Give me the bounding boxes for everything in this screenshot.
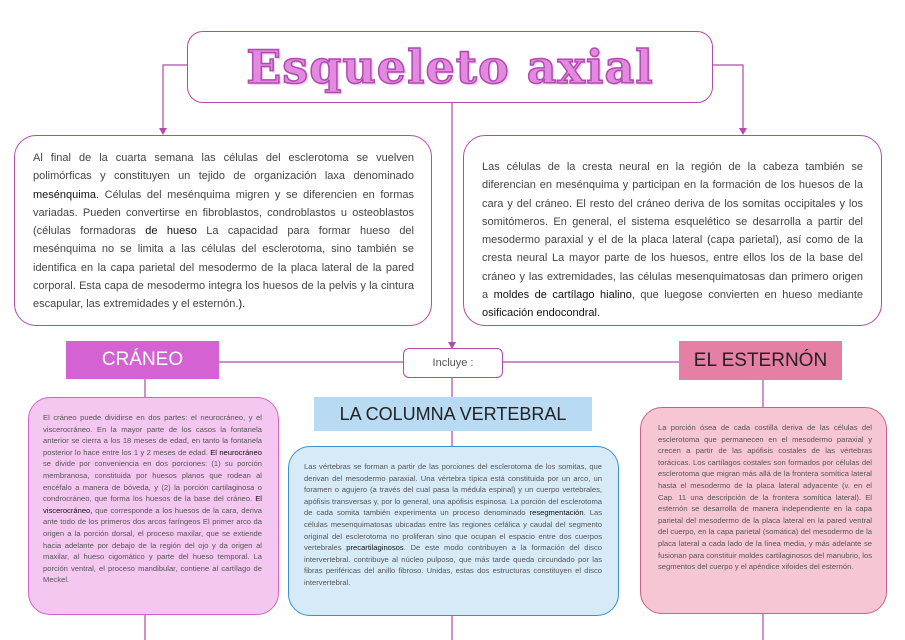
- text-segment: Al final de la cuarta semana las células del esclerotoma se vuelven polimórficas y constituyen un tejido de organización laxa denominado: [33, 152, 414, 183]
- text-segment: Las vértebras se forman a partir de las porciones del esclerotoma de los somitas, que derivan del mesodermo paraxial. Una vértebra típica está constituida por un arco, un foramen o agujero (a través del cual pasa la médula espinal) y un cuerpo vertebrales, apófisis transversas y, por lo general, una apófisis espinosa. La porción del esclerotoma de cada somita también experimenta un proceso denominado: [304, 462, 602, 518]
- page-title: Esqueleto axial: [246, 40, 654, 94]
- craneo-heading-text: CRÁNEO: [101, 349, 184, 370]
- text-segment: Las células de la cresta neural en la región de la cabeza también se diferencian en mesénquima y participan en la formación de los huesos de la cara y del cráneo. El resto del cráneo deriva de los somitas occipitales y los somitómeros. En general, el sistema esquelético se desarrolla a partir del mesodermo paraxial y el de la placa lateral (capa parietal), así como de la cresta neural La mayor parte de los huesos, entre ellos los de la base del cráneo y las extremidades, las células mesenquimatosas dan primero origen a: [482, 161, 863, 302]
- highlight-term: El viscerocráneo,: [43, 494, 262, 515]
- highlight-term: precartilaginosos: [346, 543, 404, 553]
- highlight-term: El neurocráneo: [210, 447, 262, 457]
- esternon-description: [640, 407, 887, 614]
- text-segment: . Células del mesénquima migren y se diferencien en formas variadas. Pueden convertirse en fibroblastos, condroblastos u osteoblastos (células formadoras: [33, 188, 414, 238]
- esternon-heading-text: EL ESTERNÓN: [693, 349, 828, 371]
- columna-description: [288, 446, 619, 616]
- craneo-heading: [66, 341, 219, 379]
- incluye-box: [403, 348, 503, 378]
- highlight-term: de hueso: [145, 225, 197, 238]
- text-segment: La porción ósea de cada costilla deriva de las células del esclerotoma que permanecen en el mesodermo paraxial y crecen a partir de las apófisis costales de las vértebras torácicas. Los cartílagos costales son formados por células del esclerotoma que migran más allá de la frontera somítica lateral hasta el mesodermo de la placa lateral adyacente (v. en el Cap. 11 una descripción de la frontera somítica lateral). El esternón se desarrolla de manera independiente en la capa parietal del mesodermo de la placa lateral en la pared ventral del cuerpo, en la capa parietal (somática) del mesodermo de la placa lateral a cada lado de la línea media, y más adelante se fusionan para constituir moldes cartilaginosos del manubrio, los segmentos del cuerpo y el apéndice xifoides del esternón.: [658, 423, 872, 572]
- columna-heading-text: LA COLUMNA VERTEBRAL: [339, 403, 567, 424]
- esternon-heading: [679, 341, 842, 380]
- text-segment: El cráneo puede dividirse en dos partes: el neurocráneo, y el viscerocráneo. En la mayor parte de los casos la fontanela anterior se cierra a los 18 meses de edad, en tanto la fontanela posterior lo hace entre los 1 y 2 meses de edad.: [43, 413, 262, 457]
- text-segment: se divide por conveniencia en dos porciones: (1) su porción membranosa, constituida por huesos planos que rodean al encéfalo a manera de bóveda, y (2) la porción cartilaginosa o condrocráneo, que forma los huesos de la base del cráneo.: [43, 459, 262, 504]
- intro-left-paragraph: [14, 135, 432, 326]
- text-segment: que corresponde a los huesos de la cara, deriva ante todo de los primeros dos arcos faríngeos El primer arco da origen a la porción dorsal, el proceso maxilar, que se extiende hacia adelante por debajo de la región del ojo y da origen al maxilar, al hueso cigomático y parte del hueso temporal. La porción ventral, el proceso mandibular, contiene al cartílago de Meckel.: [43, 505, 262, 585]
- text-segment: . De este modo contribuyen a la formación del disco intervertebral. contribuye al núcleo pulposo, que más tarde queda circundado por las fibras periféricas del anillo fibroso. Unidas, estas dos estructuras constituyen el disco intervertebral.: [304, 543, 602, 587]
- columna-heading: [314, 397, 592, 431]
- highlight-term: resegmentación: [529, 508, 584, 518]
- intro-right-paragraph: [463, 135, 882, 326]
- text-segment: , que luegose convierten en hueso mediante: [631, 289, 863, 302]
- highlight-term: osificación endocondral.: [482, 307, 601, 320]
- highlight-term: ).: [238, 298, 246, 311]
- title-box: [187, 31, 713, 103]
- craneo-description: [28, 397, 279, 615]
- incluye-label: Incluye :: [432, 357, 474, 369]
- text-segment: La capacidad para formar hueso del mesénquima no se limita a las células del esclerotoma, sino también se identifica en la capa parietal del mesodermo de la placa lateral de la pared corporal. Esta capa de mesodermo integra los huesos de la pelvis y la cintura escapular, las extremidades y el esternón.: [33, 225, 414, 311]
- highlight-term: mesénquima: [33, 188, 96, 201]
- text-segment: . Las células mesenquimatosas ubicadas entre las regiones cefálica y caudal del segmento original del esclerotoma no proliferan sino que ocupan el espacio entre dos cuerpos vertebrales: [304, 508, 602, 553]
- highlight-term: moldes de cartílago hialino: [493, 289, 632, 302]
